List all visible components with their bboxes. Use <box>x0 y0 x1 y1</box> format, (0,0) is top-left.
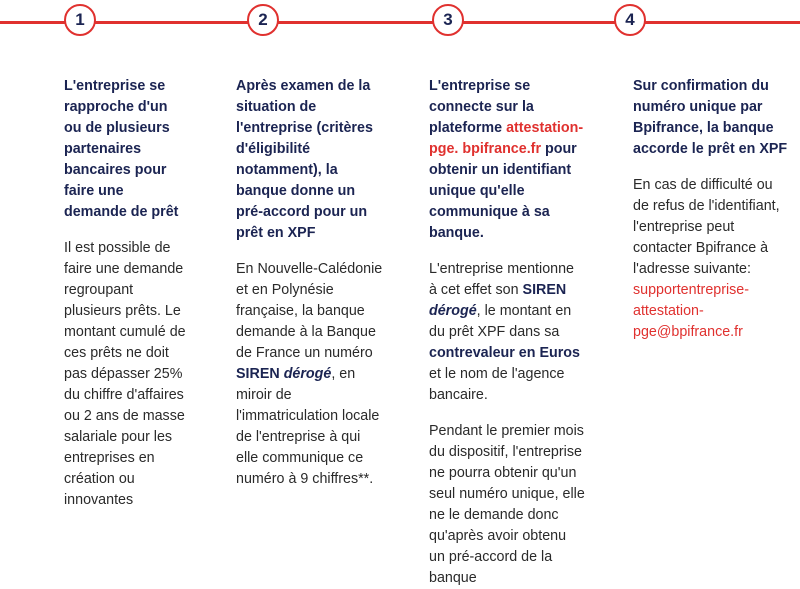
step-3-column <box>429 76 609 589</box>
step-2-heading: Après examen de la situation de l'entreprise (critères d'éligibilité notamment), la banque donne un pré-accord pour un prêt en XPF <box>236 78 373 241</box>
support-email-link[interactable]: supportentreprise- attestation- pge@bpifrance.fr <box>633 282 750 340</box>
step-2-paragraph: En Nouvelle-Calédonie et en Polynésie française, la banque demande à la Banque de France un numéro SIREN dérogé, en miroir de l'immatriculation locale de l'entreprise à qui elle communique ce numéro à 9 chiffres**. <box>236 261 383 487</box>
step-1-heading: L'entreprise se rapproche d'un ou de plusieurs partenaires bancaires pour faire une demande de prêt <box>64 78 179 220</box>
step-2-badge <box>247 4 279 36</box>
step-3-badge <box>432 4 464 36</box>
step-number: 4 <box>625 10 635 29</box>
step-4-badge <box>614 4 646 36</box>
step-3-paragraph-1: L'entreprise mentionne à cet effet son SIREN dérogé, le montant en du prêt XPF dans sa contrevaleur en Euros et le nom de l'agence bancaire. <box>429 261 580 403</box>
platform-link[interactable]: pge. bpifrance.fr <box>429 141 542 157</box>
step-3-heading: L'entreprise se connecte sur la plateforme attestation- pge. bpifrance.fr pour obtenir un identifiant unique qu'elle communique à sa banque. <box>429 78 584 241</box>
step-4-paragraph: En cas de difficulté ou de refus de l'identifiant, l'entreprise peut contacter Bpifrance à l'adresse suivante: supportentreprise- attestation- pge@bpifrance.fr <box>633 177 780 340</box>
step-4-column <box>633 76 798 343</box>
step-1-badge <box>64 4 96 36</box>
step-2-column <box>236 76 416 490</box>
step-3-paragraph-2: Pendant le premier mois du dispositif, l'entreprise ne pourra obtenir qu'un seul numéro unique, elle ne le demande donc qu'après avoir obtenu un pré-accord de la banque <box>429 423 585 586</box>
timeline-line <box>0 21 800 24</box>
step-number: 3 <box>443 10 453 29</box>
step-1-paragraph: Il est possible de faire une demande regroupant plusieurs prêts. Le montant cumulé de ces prêts ne doit pas dépasser 25% du chiffre d'affaires ou 2 ans de masse salariale pour les entreprises en création ou innovantes <box>64 240 186 508</box>
step-4-heading: Sur confirmation du numéro unique par Bpifrance, la banque accorde le prêt en XPF <box>633 78 788 157</box>
step-number: 1 <box>75 10 85 29</box>
step-number: 2 <box>258 10 268 29</box>
platform-link[interactable]: attestation- <box>506 120 584 136</box>
step-1-column <box>64 76 224 511</box>
